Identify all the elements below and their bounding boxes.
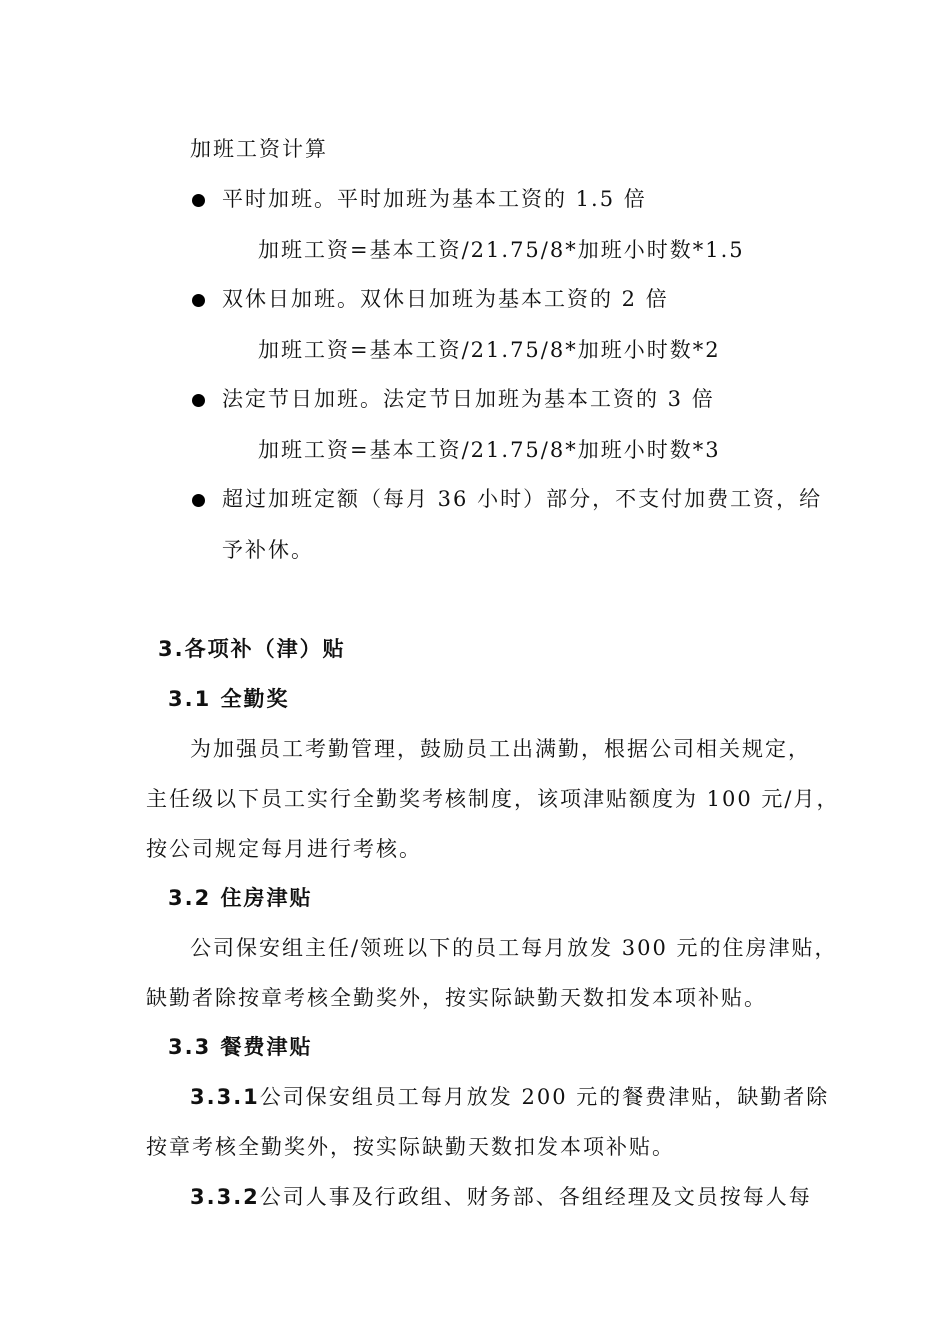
section-3-1-line-1: 为加强员工考勤管理，鼓励员工出满勤，根据公司相关规定，	[190, 737, 811, 761]
bullet-icon	[192, 394, 205, 407]
section-3-2-line-2: 缺勤者除按章考核全勤奖外，按实际缺勤天数扣发本项补贴。	[146, 986, 767, 1010]
section-3-heading: 3.各项补（津）贴	[158, 637, 346, 661]
overtime-limit-line-2: 予补休。	[222, 538, 314, 562]
section-3-2-line-1: 公司保安组主任/领班以下的员工每月放发 300 元的住房津贴，	[190, 936, 838, 960]
section-3-3-1-line-1	[190, 1082, 829, 1112]
section-3-1-line-3: 按公司规定每月进行考核。	[146, 837, 422, 861]
bullet-icon	[192, 294, 205, 307]
section-3-1-line-2: 主任级以下员工实行全勤奖考核制度，该项津贴额度为 100 元/月，	[146, 787, 840, 811]
section-3-2-title: 3.2 住房津贴	[168, 886, 313, 910]
overtime-formula-1: 加班工资=基本工资/21.75/8*加班小时数*1.5	[258, 238, 745, 262]
overtime-item-1: 平时加班。平时加班为基本工资的 1.5 倍	[222, 187, 647, 211]
section-3-3-2-text: 公司人事及行政组、财务部、各组经理及文员按每人每	[259, 1185, 812, 1209]
section-3-3-2-line-1	[190, 1182, 812, 1212]
section-3-3-1-line-2: 按章考核全勤奖外，按实际缺勤天数扣发本项补贴。	[146, 1135, 675, 1159]
overtime-item-3: 法定节日加班。法定节日加班为基本工资的 3 倍	[222, 387, 715, 411]
section-3-3-1-text: 公司保安组员工每月放发 200 元的餐费津贴，缺勤者除	[259, 1085, 830, 1109]
overtime-item-2: 双休日加班。双休日加班为基本工资的 2 倍	[222, 287, 669, 311]
section-3-3-2-number: 3.3.2	[190, 1185, 260, 1209]
section-3-3-title: 3.3 餐费津贴	[168, 1035, 313, 1059]
section-3-3-1-number: 3.3.1	[190, 1085, 260, 1109]
overtime-formula-3: 加班工资=基本工资/21.75/8*加班小时数*3	[258, 438, 721, 462]
section-3-1-title: 3.1 全勤奖	[168, 687, 290, 711]
bullet-icon	[192, 194, 205, 207]
bullet-icon	[192, 494, 205, 507]
overtime-heading: 加班工资计算	[190, 137, 328, 161]
overtime-formula-2: 加班工资=基本工资/21.75/8*加班小时数*2	[258, 338, 721, 362]
overtime-limit-line-1: 超过加班定额（每月 36 小时）部分，不支付加费工资，给	[222, 487, 823, 511]
